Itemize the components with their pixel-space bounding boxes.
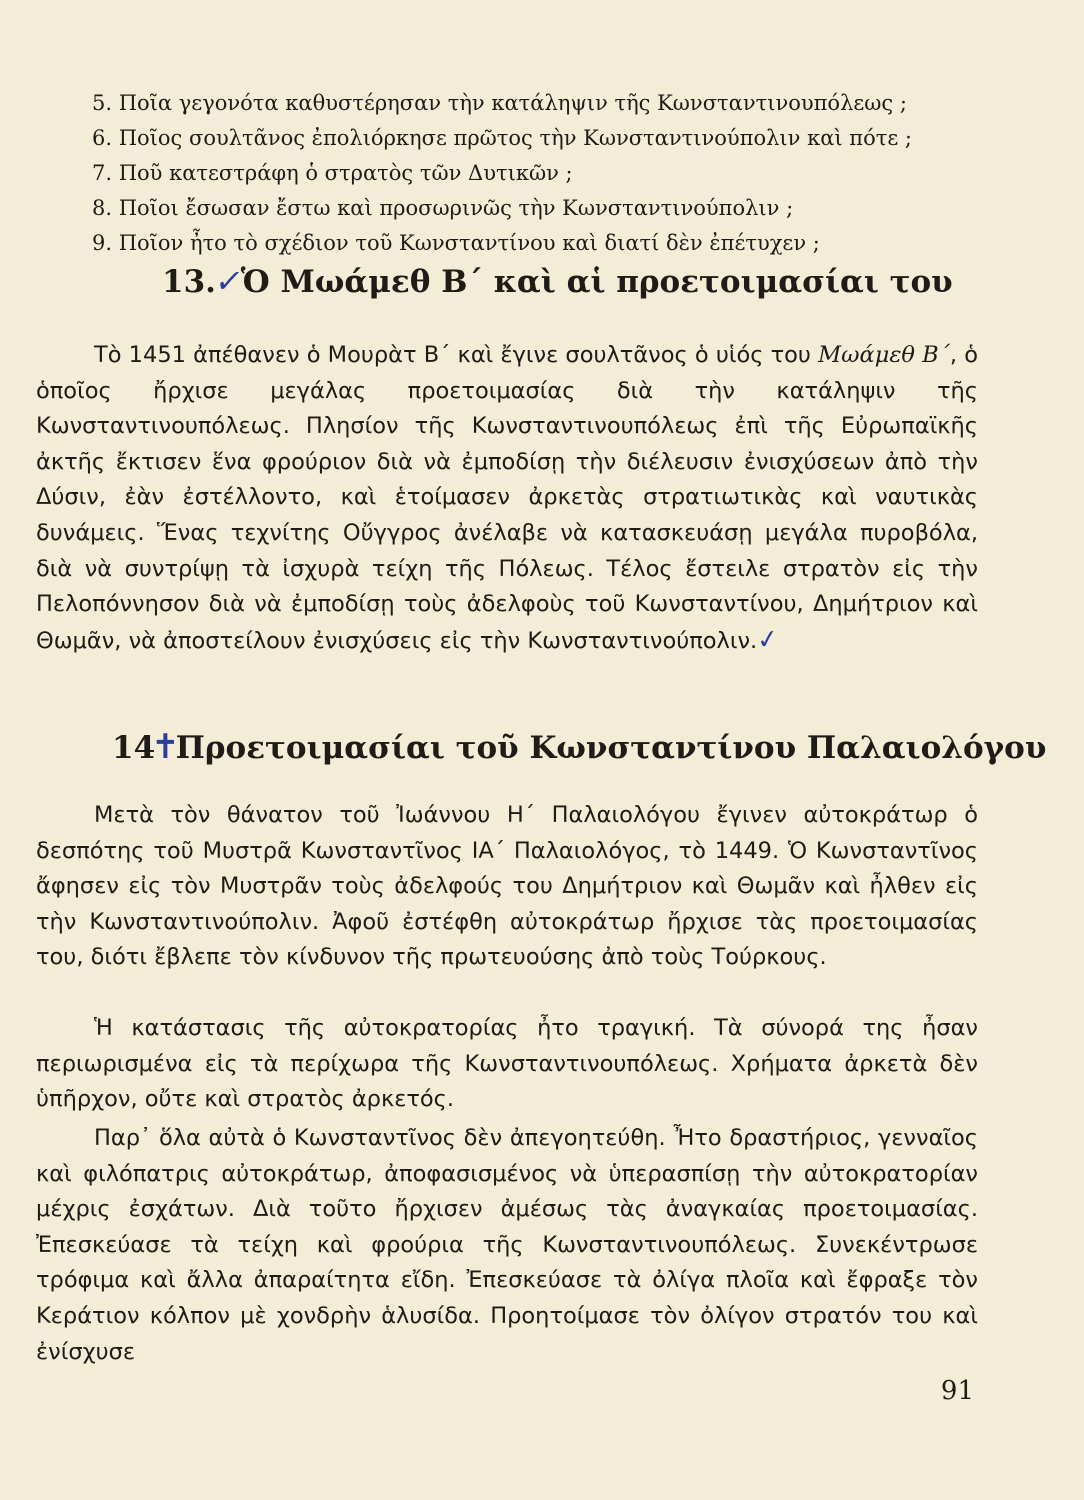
question-7: 7. Ποῦ κατεστράφη ὁ στρατὸς τῶν Δυτικῶν ; bbox=[92, 161, 573, 185]
question-5: 5. Ποῖα γεγονότα καθυστέρησαν τὴν κατάληψιν τῆς Κωνσταντινουπόλεως ; bbox=[92, 91, 907, 115]
section-14-title: Προετοιμασίαι τοῦ Κωνσταντίνου Παλαιολόγου bbox=[175, 730, 1047, 766]
page-number: 91 bbox=[940, 1376, 974, 1406]
question-8: 8. Ποῖοι ἔσωσαν ἔστω καὶ προσωρινῶς τὴν Κωνσταντινούπολιν ; bbox=[92, 196, 794, 220]
section-14-heading bbox=[112, 727, 1046, 767]
question-6: 6. Ποῖος σουλτᾶνος ἐπολιόρκησε πρῶτος τὴν Κωνσταντινούπολιν καὶ πότε ; bbox=[92, 126, 912, 150]
section-13-title: Ὁ Μωάμεθ Β΄ καὶ αἱ προετοιμασίαι του bbox=[240, 264, 953, 300]
section-14-number: 14 bbox=[112, 730, 156, 766]
paragraph-2-text: Ἡ κατάστασις τῆς αὐτοκρατορίας ἦτο τραγική. Τὰ σύνορά της ἦσαν περιωρισμένα εἰς τὰ περίχωρα τῆς Κωνσταντινουπόλεως. Χρήματα ἀρκετὰ δὲν ὑπῆρχον, οὔτε καὶ στρατὸς ἀρκετός. bbox=[36, 1015, 978, 1113]
para-rest: , ὁ ὁποῖος ἤρχισε μεγάλας προετοιμασίας διὰ τὴν κατάληψιν τῆς Κωνσταντινουπόλεως. Πλησίον τῆς Κωνσταντινουπόλεως ἐπὶ τῆς Εὐρωπαϊκῆς ἀκτῆς ἔκτισεν ἕνα φρούριον διὰ νὰ ἐμποδίσῃ τὴν διέλευσιν ἐνισχύσεων ἀπὸ τὴν Δύσιν, ἐὰν ἐστέλλοντο, καὶ ἑτοίμασεν ἀρκετὰς στρατιωτικὰς καὶ ναυτικὰς δυνάμεις. Ἕνας τεχνίτης Οὔγγρος ἀνέλαβε νὰ κατασκευάσῃ μεγάλα πυροβόλα, διὰ νὰ συντρίψῃ τὰ ἰσχυρὰ τείχη τῆς Πόλεως. Τέλος ἔστειλε στρατὸν εἰς τὴν Πελοπόννησον διὰ νὰ ἐμποδίσῃ τοὺς ἀδελφοὺς τοῦ Κωνσταντίνου, Δημήτριον καὶ Θωμᾶν, νὰ ἀποστείλουν ἐνισχύσεις εἰς τὴν Κωνσταντινούπολιν. bbox=[36, 342, 978, 654]
question-9: 9. Ποῖον ἦτο τὸ σχέδιον τοῦ Κωνσταντίνου καὶ διατί δὲν ἐπέτυχεν ; bbox=[92, 231, 820, 255]
para-italic-name: Μωάμεθ Β΄ bbox=[818, 342, 950, 368]
section-14-paragraph-1 bbox=[36, 798, 978, 976]
para-start: Τὸ 1451 ἀπέθανεν ὁ Μουρὰτ Β΄ καὶ ἔγινε σουλτᾶνος ὁ υἱός του bbox=[94, 342, 811, 368]
end-check-mark-icon: ✓ bbox=[755, 623, 781, 657]
paragraph-3-text: Παρ᾽ ὅλα αὐτὰ ὁ Κωνσταντῖνος δὲν ἀπεγοητεύθη. Ἦτο δραστήριος, γενναῖος καὶ φιλόπατρις αὐτοκράτωρ, ἀποφασισμένος νὰ ὑπερασπίσῃ τὴν αὐτοκρατορίαν μέχρις ἐσχάτων. Διὰ τοῦτο ἤρχισεν ἀμέσως τὰς ἀναγκαίας προετοιμασίας. Ἐπεσκεύασε τὰ τείχη καὶ φρούρια τῆς Κωνσταντινουπόλεως. Συνεκέντρωσε τρόφιμα καὶ ἄλλα ἀπαραίτητα εἴδη. Ἐπεσκεύασε τὰ ὀλίγα πλοῖα καὶ ἔφραξε τὸν Κεράτιον κόλπον μὲ χονδρὴν ἁλυσίδα. Προητοίμασε τὸν ὀλίγον στρατόν του καὶ ἐνίσχυσε bbox=[36, 1125, 978, 1365]
section-13-paragraph bbox=[36, 338, 978, 659]
section-13-heading bbox=[162, 262, 953, 300]
cross-mark-icon: ✝ bbox=[151, 727, 180, 767]
review-questions bbox=[92, 86, 992, 261]
check-mark-icon: ✓ bbox=[212, 262, 247, 300]
section-13-number: 13. bbox=[162, 264, 216, 300]
section-14-paragraph-3 bbox=[36, 1121, 978, 1370]
section-14-paragraph-2 bbox=[36, 1011, 978, 1118]
paragraph-1-text: Μετὰ τὸν θάνατον τοῦ Ἰωάννου Η΄ Παλαιολόγου ἔγινεν αὐτοκράτωρ ὁ δεσπότης τοῦ Μυστρᾶ Κωνσταντῖνος ΙΑ΄ Παλαιολόγος, τὸ 1449. Ὁ Κωνσταντῖνος ἄφησεν εἰς τὸν Μυστρᾶν τοὺς ἀδελφούς του Δημήτριον καὶ Θωμᾶν καὶ ἦλθεν εἰς τὴν Κωνσταντινούπολιν. Ἀφοῦ ἐστέφθη αὐτοκράτωρ ἤρχισε τὰς προετοιμασίας του, διότι ἔβλεπε τὸν κίνδυνον τῆς πρωτευούσης ἀπὸ τοὺς Τούρκους. bbox=[36, 802, 978, 971]
